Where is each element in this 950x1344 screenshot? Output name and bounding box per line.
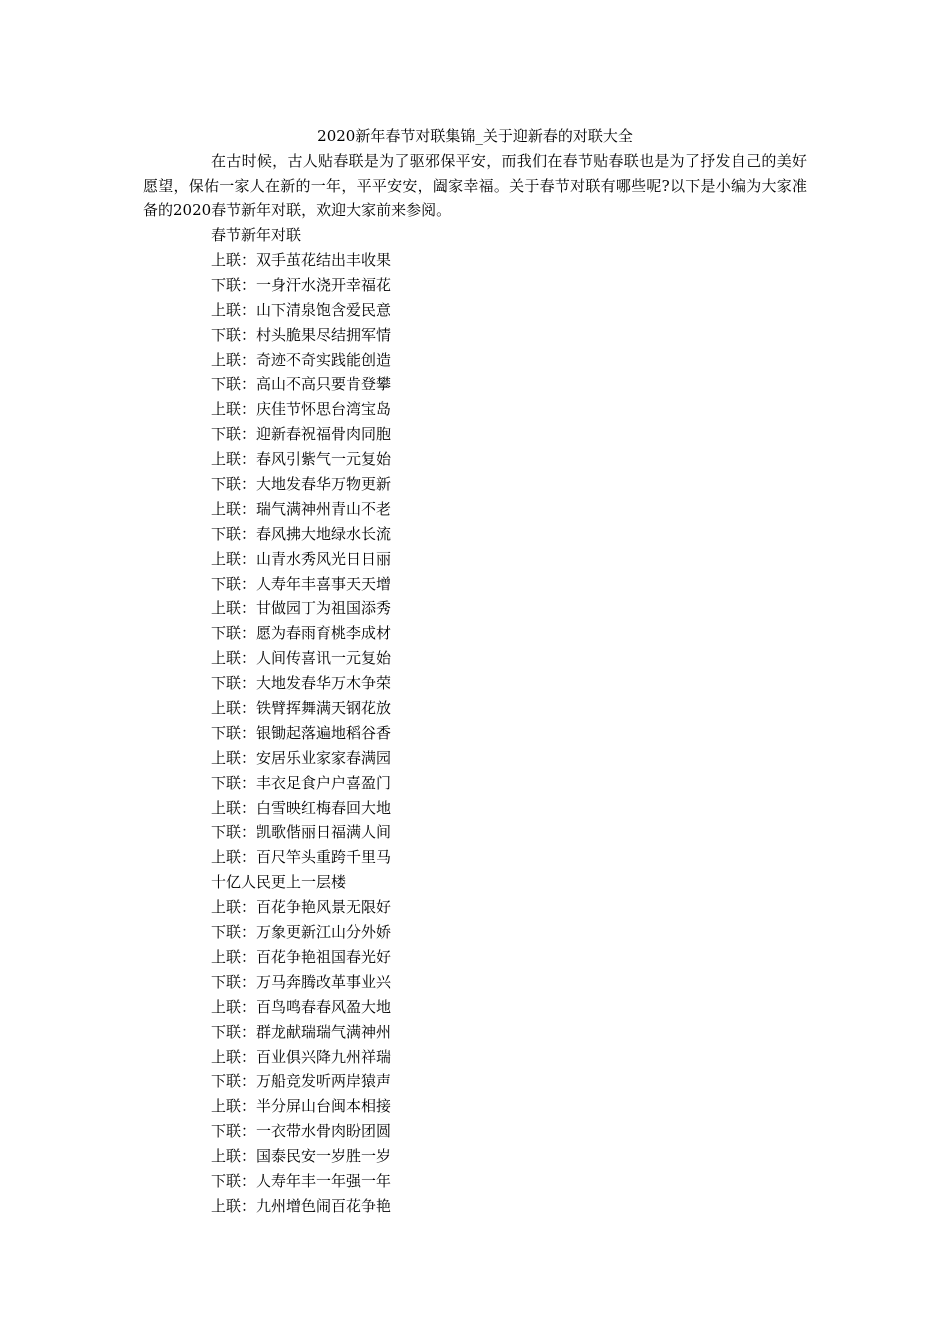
couplet-list bbox=[211, 248, 391, 1219]
couplet-line: 上联：瑞气满神州青山不老 bbox=[211, 499, 392, 518]
couplet-line: 下联：群龙献瑞瑞气满神州 bbox=[211, 1022, 392, 1041]
couplet-line: 上联：九州增色闹百花争艳 bbox=[211, 1196, 392, 1215]
couplet-line: 上联：安居乐业家家春满园 bbox=[211, 748, 392, 767]
section-heading: 春节新年对联 bbox=[211, 226, 302, 244]
couplet-line: 上联：山青水秀风光日日丽 bbox=[211, 549, 392, 568]
couplet-line: 十亿人民更上一层楼 bbox=[211, 873, 347, 892]
couplet-line: 上联：百鸟鸣春春风盈大地 bbox=[211, 997, 392, 1016]
couplet-line: 上联：百花争艳风景无限好 bbox=[211, 898, 392, 917]
couplet-line: 上联：铁臂挥舞满天钢花放 bbox=[211, 699, 392, 718]
couplet-line: 上联：百花争艳祖国春光好 bbox=[211, 947, 392, 966]
couplet-line: 上联：半分屏山台闽本相接 bbox=[211, 1097, 392, 1116]
couplet-line: 下联：人寿年丰一年强一年 bbox=[211, 1171, 392, 1190]
couplet-line: 上联：奇迹不奇实践能创造 bbox=[211, 350, 392, 369]
couplet-line: 上联：百尺竿头重跨千里马 bbox=[211, 848, 392, 867]
couplet-line: 下联：万马奔腾改革事业兴 bbox=[211, 972, 392, 991]
intro-paragraph: 在古时候，古人贴春联是为了驱邪保平安，而我们在春节贴春联也是为了抒发自己的美好愿望，保佑一家人在新的一年，平平安安，阖家幸福。关于春节对联有哪些呢?以下是小编为大家准备的2020春节新年对联，欢迎大家前来参阅。 bbox=[143, 152, 807, 219]
couplet-line: 下联：一衣带水骨肉盼团圆 bbox=[211, 1122, 392, 1141]
couplet-line: 下联：万船竞发听两岸猿声 bbox=[211, 1072, 392, 1091]
couplet-line: 下联：迎新春祝福骨肉同胞 bbox=[211, 425, 392, 444]
couplet-line: 下联：银锄起落遍地稻谷香 bbox=[211, 723, 392, 742]
couplet-line: 上联：国泰民安一岁胜一岁 bbox=[211, 1147, 392, 1166]
couplet-line: 下联：万象更新江山分外娇 bbox=[211, 923, 392, 942]
couplet-line: 上联：甘做园丁为祖国添秀 bbox=[211, 599, 392, 618]
couplet-line: 上联：百业俱兴降九州祥瑞 bbox=[211, 1047, 392, 1066]
couplet-line: 下联：高山不高只要肯登攀 bbox=[211, 375, 392, 394]
document-title: 2020新年春节对联集锦_关于迎新春的对联大全 bbox=[317, 127, 633, 145]
couplet-line: 上联：庆佳节怀思台湾宝岛 bbox=[211, 400, 392, 419]
couplet-line: 上联：双手茧花结出丰收果 bbox=[211, 251, 392, 269]
couplet-line: 下联：凯歌偕丽日福满人间 bbox=[211, 823, 392, 842]
couplet-line: 下联：人寿年丰喜事天天增 bbox=[211, 574, 392, 593]
couplet-line: 下联：村头脆果尽结拥军情 bbox=[211, 325, 392, 344]
couplet-line: 上联：春风引紫气一元复始 bbox=[211, 450, 392, 469]
couplet-line: 下联：一身汗水浇开幸福花 bbox=[211, 275, 392, 294]
couplet-line: 下联：大地发春华万物更新 bbox=[211, 475, 392, 494]
couplet-line: 下联：丰衣足食户户喜盈门 bbox=[211, 773, 392, 792]
couplet-line: 上联：白雪映红梅春回大地 bbox=[211, 798, 392, 817]
couplet-line: 上联：人间传喜讯一元复始 bbox=[211, 649, 392, 668]
couplet-line: 上联：山下清泉饱含爱民意 bbox=[211, 300, 392, 319]
couplet-line: 下联：春风拂大地绿水长流 bbox=[211, 524, 392, 543]
couplet-line: 下联：愿为春雨育桃李成材 bbox=[211, 624, 392, 643]
couplet-line: 下联：大地发春华万木争荣 bbox=[211, 674, 392, 693]
